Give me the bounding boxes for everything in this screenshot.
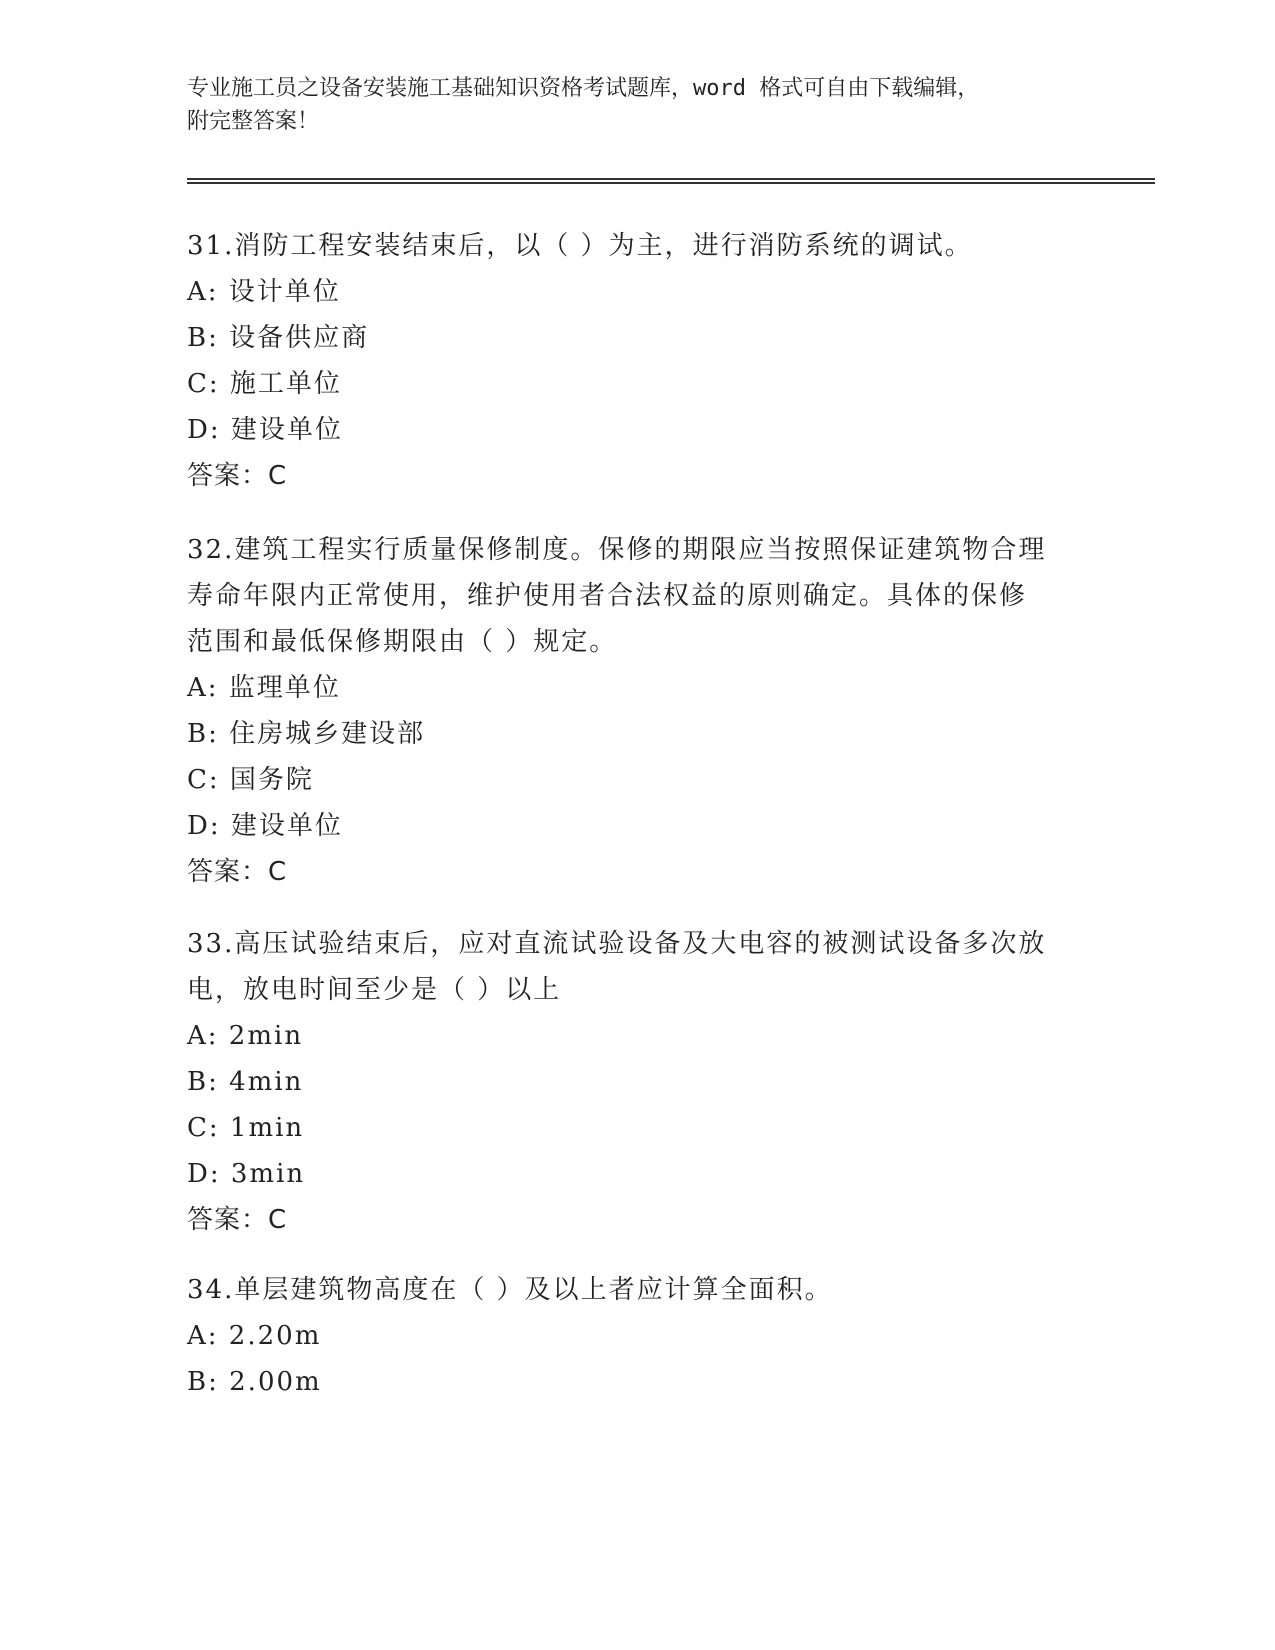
answer: 答案：C (187, 1205, 288, 1235)
question-text: 33.高压试验结束后，应对直流试验设备及大电容的被测试设备多次放 (187, 929, 1047, 959)
question-text: 31.消防工程安装结束后，以（ ）为主，进行消防系统的调试。 (187, 231, 973, 261)
answer: 答案：C (187, 857, 288, 887)
option-c: C: 1min (187, 1113, 305, 1143)
option-d: D: 建设单位 (187, 415, 343, 445)
header-line-2: 附完整答案！ (187, 109, 320, 134)
option-b: B: 2.00m (187, 1367, 322, 1397)
option-c: C: 国务院 (187, 765, 314, 795)
document-header (187, 72, 1067, 138)
option-b: B: 4min (187, 1067, 304, 1097)
question-31 (187, 223, 1087, 499)
option-b: B: 住房城乡建设部 (187, 719, 426, 749)
question-34 (187, 1267, 1087, 1405)
question-33 (187, 921, 1087, 1243)
option-b: B: 设备供应商 (187, 323, 370, 353)
option-a: A: 2min (187, 1021, 304, 1051)
header-line-1: 专业施工员之设备安装施工基础知识资格考试题库，word 格式可自由下载编辑， (187, 76, 980, 101)
question-text: 寿命年限内正常使用，维护使用者合法权益的原则确定。具体的保修 (187, 581, 1028, 611)
option-c: C: 施工单位 (187, 369, 342, 399)
option-a: A: 监理单位 (187, 673, 341, 703)
option-a: A: 设计单位 (187, 277, 341, 307)
question-32 (187, 527, 1087, 895)
question-text: 34.单层建筑物高度在（ ）及以上者应计算全面积。 (187, 1275, 833, 1305)
option-d: D: 3min (187, 1159, 306, 1189)
option-a: A: 2.20m (187, 1321, 322, 1351)
answer: 答案：C (187, 461, 288, 491)
question-text: 32.建筑工程实行质量保修制度。保修的期限应当按照保证建筑物合理 (187, 535, 1047, 565)
question-text: 范围和最低保修期限由（ ）规定。 (187, 627, 618, 657)
question-text: 电，放电时间至少是（ ）以上 (187, 975, 562, 1005)
header-divider (187, 178, 1155, 184)
option-d: D: 建设单位 (187, 811, 343, 841)
